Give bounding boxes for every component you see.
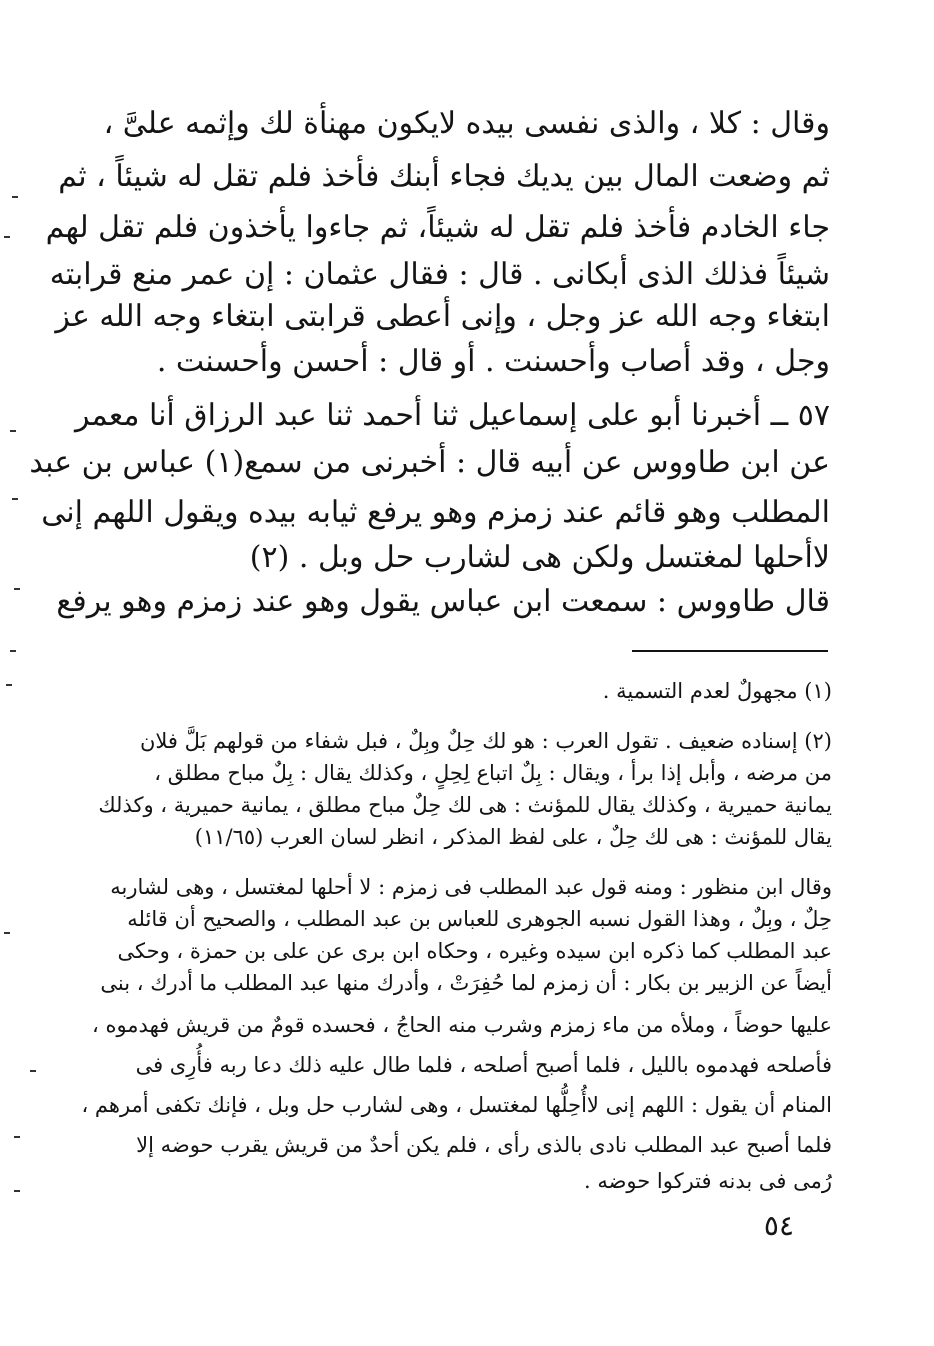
footnote-2-line: أيضاً عن الزبير بن بكار : أن زمزم لما حُفِرَتْ ، وأدرك منها عبد المطلب ما أدرك ، بنى: [100, 971, 832, 995]
footnote-1: (١) مجهولٌ لعدم التسمية .: [602, 679, 832, 703]
footnote-2-line: المنام أن يقول : اللهم إنى لاأُحِلُّها لمغتسل ، وهى لشارب حل وبل ، فإنك تكفى أمرهم ،: [81, 1093, 832, 1117]
footnote-2-line: (٢) إسناده ضعيف . تقول العرب : هو لك حِلٌ وبِلٌ ، فبل شفاء من قولهم بَلَّ فلان: [139, 729, 832, 753]
scan-speck: [14, 1190, 20, 1192]
scan-speck: [12, 498, 18, 500]
hadith-57-line: ٥٧ ــ أخبرنا أبو على إسماعيل ثنا أحمد ثنا عبد الرزاق أنا معمر: [74, 398, 830, 433]
footnote-2-line: عبد المطلب كما ذكره ابن سيده وغيره ، وحكاه ابن برى عن على بن حمزة ، وحكى: [117, 939, 832, 963]
footnote-2-line: يقال للمؤنث : هى لك حِلٌ ، على لفظ المذكر ، انظر لسان العرب (١١/٦٥): [194, 825, 832, 849]
footnote-2-line: وقال ابن منظور : ومنه قول عبد المطلب فى زمزم : لا أحلها لمغتسل ، وهى لشاربه: [110, 875, 832, 899]
scan-speck: [12, 196, 18, 198]
scan-speck: [4, 932, 10, 934]
footnote-2-line: عليها حوضاً ، وملأه من ماء زمزم وشرب منه الحاجُ ، فحسده قومٌ من قريش فهدموه ،: [92, 1013, 832, 1037]
main-text-line: لاأحلها لمغتسل ولكن هى لشارب حل وبل . (٢): [249, 540, 830, 575]
main-text-line: شيئاً فذلك الذى أبكانى . قال : فقال عثمان : إن عمر منع قرابته: [49, 257, 830, 292]
scan-speck: [6, 684, 12, 686]
page-number: ٥٤: [763, 1209, 794, 1242]
main-text-line: وقال : كلا ، والذى نفسى بيده لايكون مهنأة لك وإثمه علىَّ ،: [103, 106, 830, 141]
footnote-2-line: حِلٌ ، وبِلٌ ، وهذا القول نسبه الجوهرى للعباس بن عبد المطلب ، والصحيح أن قائله: [127, 907, 832, 931]
main-text-line: جاء الخادم فأخذ فلم تقل له شيئاً، ثم جاءوا يأخذون فلم تقل لهم: [45, 210, 830, 245]
footnote-divider: [632, 650, 828, 652]
main-text-line: قال طاووس : سمعت ابن عباس يقول وهو عند زمزم وهو يرفع: [56, 584, 830, 619]
main-text-line: وجل ، وقد أصاب وأحسنت . أو قال : أحسن وأحسنت .: [156, 344, 830, 379]
footnote-2-line: فأصلحه فهدموه بالليل ، فلما أصبح أصلحه ، فلما طال عليه ذلك دعا ربه فأُرِى فى: [135, 1053, 832, 1077]
scan-speck: [30, 1070, 36, 1072]
footnote-2-line: يمانية حميرية ، وكذلك يقال للمؤنث : هى لك حِلٌ مباح مطلق ، يمانية حميرية ، وكذلك: [98, 793, 832, 817]
main-text-line: المطلب وهو قائم عند زمزم وهو يرفع ثيابه بيده ويقول اللهم إنى: [41, 495, 830, 530]
scan-speck: [4, 236, 10, 238]
main-text-line: عن ابن طاووس عن أبيه قال : أخبرنى من سمع(١) عباس بن عبد: [29, 445, 830, 480]
main-text-line: ابتغاء وجه الله عز وجل ، وإنى أعطى قرابتى ابتغاء وجه الله عز: [55, 299, 830, 334]
scan-speck: [10, 650, 16, 652]
footnote-2-line: من مرضه ، وأبل إذا برأ ، ويقال : بِلٌ اتباع لِحِلٍ ، وكذلك يقال : بِلٌ مباح مطلق ،: [154, 761, 832, 785]
footnote-2-line: رُمى فى بدنه فتركوا حوضه .: [583, 1169, 832, 1193]
scan-speck: [10, 430, 16, 432]
footnote-2-line: فلما أصبح عبد المطلب نادى بالذى رأى ، فلم يكن أحدٌ من قريش يقرب حوضه إلا: [136, 1133, 832, 1157]
main-text-line: ثم وضعت المال بين يديك فجاء أبنك فأخذ فلم تقل له شيئاً ، ثم: [58, 159, 830, 194]
scan-speck: [14, 1136, 20, 1138]
scan-speck: [14, 588, 20, 590]
